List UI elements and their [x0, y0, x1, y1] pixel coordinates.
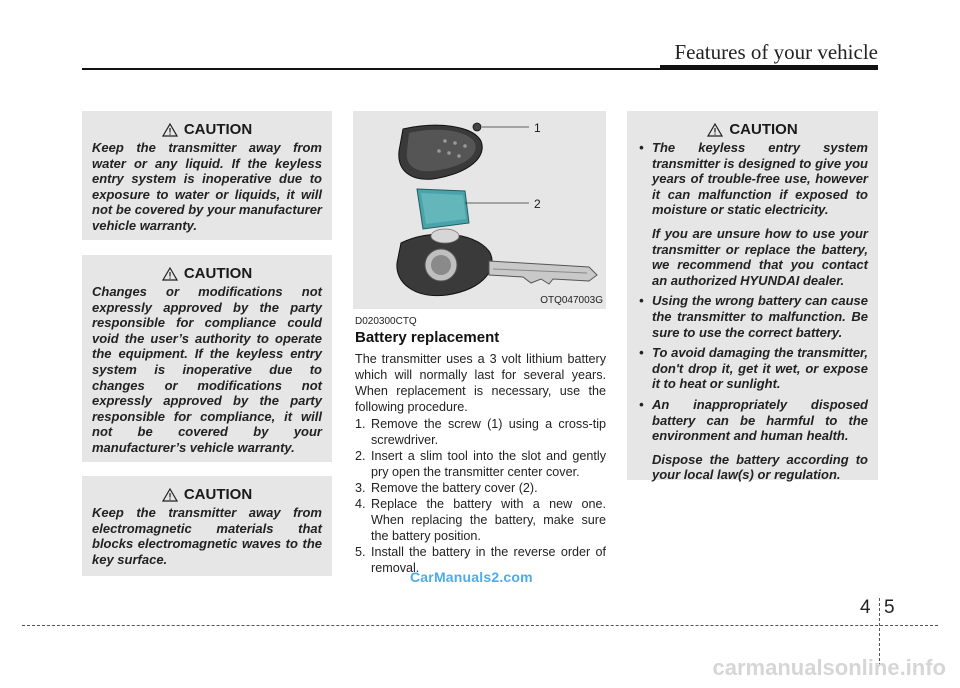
caution-heading [92, 121, 322, 138]
caution-list [637, 140, 868, 483]
caution-text: Keep the transmitter away from water or any liquid. If the keyless entry system is inoperative due to exposure to water or liquids, it will not be covered by your manufacturer vehicle warranty. [92, 140, 322, 233]
carmanuals-watermark: CarManuals2.com [410, 569, 533, 585]
step-item: 5. Install the battery in the reverse order of removal. [355, 545, 606, 575]
caution-heading-text: CAUTION [183, 486, 253, 503]
procedure-steps [355, 416, 606, 576]
warning-triangle-icon [162, 123, 178, 137]
site-watermark: carmanualsonline.info [712, 655, 946, 680]
battery-replacement-figure [353, 111, 606, 309]
caution-box-electromagnetic [82, 476, 332, 576]
caution-list-item: • The keyless entry system transmitter is designed to give you years of trouble-free use, however it can malfunction if exposed to moisture or static electricity. If you are unsure how to use your transmitter or replace the battery, we recommend that you contact an authorized HYUNDAI dealer. [639, 140, 868, 288]
section-code: D020300CTQ [355, 316, 417, 327]
section-body [355, 351, 606, 576]
caution-list-item: • Using the wrong battery can cause the transmitter to malfunction. Be sure to use the correct battery. [639, 293, 868, 340]
caution-heading [637, 121, 868, 138]
warning-triangle-icon [162, 267, 178, 281]
section-intro: The transmitter uses a 3 volt lithium battery which will normally last for several years. When replacement is necessary, use the following procedure. [355, 352, 606, 414]
caution-list-item: • To avoid damaging the transmitter, don't drop it, get it wet, or expose it to heat or sunlight. [639, 345, 868, 392]
caution-heading-text: CAUTION [183, 265, 253, 282]
caution-box-keyless [627, 111, 878, 483]
step-item: 4. Replace the battery with a new one. When replacing the battery, make sure the battery position. [355, 497, 606, 543]
caution-text: Changes or modifications not expressly approved by the party responsible for compliance could void the user’s authority to operate the equipment. If the keyless entry system is inoperative due to changes or modifications not expressly approved by the party responsible for compliance, it will not be covered by your manufacturer’s vehicle warranty. [92, 284, 322, 455]
caution-heading-text: CAUTION [183, 121, 253, 138]
section-title: Battery replacement [355, 329, 500, 346]
caution-heading [92, 265, 322, 282]
figure-label-2: 2 [534, 197, 541, 211]
caution-list-item: • An inappropriately disposed battery can be harmful to the environment and human health. Dispose the battery according to your local law(s) or regulation. [639, 396, 868, 483]
header-rule-accent [660, 65, 878, 70]
footer-rule [22, 625, 938, 626]
caution-text: Keep the transmitter away from electromagnetic materials that blocks electromagnetic waves to the key surface. [92, 505, 322, 567]
step-item: 2. Insert a slim tool into the slot and gently pry open the transmitter center cover. [355, 449, 606, 479]
warning-triangle-icon [162, 488, 178, 502]
key-fob-illustration [353, 111, 606, 309]
figure-label-1: 1 [534, 121, 541, 135]
step-item: 1. Remove the screw (1) using a cross-tip screwdriver. [355, 417, 606, 447]
header-title: Features of your vehicle [674, 40, 878, 64]
page-number: 5 [884, 597, 895, 618]
warning-triangle-icon [707, 123, 723, 137]
figure-code: OTQ047003G [540, 295, 603, 306]
chapter-number: 4 [860, 597, 871, 618]
screw [473, 123, 481, 131]
caution-box-modifications [82, 255, 332, 462]
caution-box-water [82, 111, 332, 240]
caution-heading [92, 486, 322, 503]
step-item: 3. Remove the battery cover (2). [355, 481, 538, 495]
caution-heading-text: CAUTION [729, 121, 798, 138]
